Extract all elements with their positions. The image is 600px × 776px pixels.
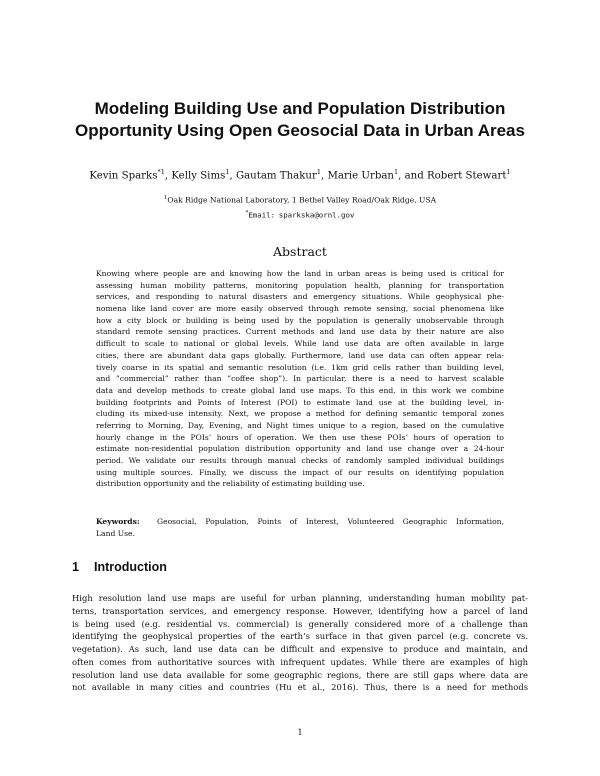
email-mark: * bbox=[245, 210, 249, 216]
abstract-line: difficult to scale to national or global levels. While land use data are often available in large bbox=[96, 339, 504, 349]
intro-line: is being used (e.g. residential vs. commercial) is generally considered more of a challenge than bbox=[72, 618, 528, 629]
affiliation-text: Oak Ridge National Laboratory, 1 Bethel Valley Road/Oak Ridge, USA bbox=[167, 195, 437, 205]
email-address: sparkska@ornl.gov bbox=[278, 210, 355, 220]
author-name: Marie Urban bbox=[327, 170, 394, 182]
abstract-line: assessing human mobility patterns, monitoring population health, planning for transportation bbox=[96, 280, 504, 290]
author-name: Gautam Thakur bbox=[235, 170, 317, 182]
intro-line: resolution land use data available for some geographic regions, there are still gaps where data are bbox=[72, 669, 528, 680]
abstract-line: distribution opportunity and the reliability of estimating building use. bbox=[96, 479, 365, 489]
intro-line: identifying the geophysical properties of the earth’s surface in that given parcel (e.g. concrete vs. bbox=[72, 631, 528, 642]
abstract-line: data and develop methods to create global land use maps. To this end, in this work we combine bbox=[96, 385, 504, 395]
abstract-line: hourly change in the POIs’ hours of operation. We then use these POIs’ hours of operation to bbox=[96, 432, 504, 442]
abstract-body bbox=[96, 268, 504, 490]
abstract-heading: Abstract bbox=[273, 244, 327, 259]
email-label: Email: bbox=[248, 210, 276, 220]
author-list bbox=[40, 168, 560, 181]
affiliation-mark: 1 bbox=[163, 195, 168, 201]
page-number: 1 bbox=[297, 727, 303, 737]
keywords-line: Geosocial, Population, Points of Interest, Volunteered Geographic Information, bbox=[157, 517, 504, 526]
affiliation bbox=[40, 195, 560, 205]
paper-title bbox=[60, 98, 540, 142]
intro-line: High resolution land use maps are useful for urban planning, understanding human mobility pat- bbox=[72, 593, 528, 603]
keywords-line: Land Use. bbox=[96, 528, 135, 538]
section-heading bbox=[72, 560, 167, 574]
abstract-line: building footprints and Points of Interest (POI) to estimate land use at the building level, in- bbox=[96, 397, 504, 407]
author-name: Kelly Sims bbox=[171, 170, 226, 182]
abstract-line: period. We validate our results through manual checks of randomly sampled individual buildings bbox=[96, 456, 504, 465]
abstract-line: using multiple sources. Finally, we discuss the impact of our results on identifying population bbox=[96, 467, 504, 477]
section-title: Introduction bbox=[94, 560, 167, 574]
intro-line: not available in many cities and countries (Hu et al., 2016). Thus, there is a need for methods bbox=[72, 682, 528, 693]
title-line-2: Opportunity Using Open Geosocial Data in Urban Areas bbox=[75, 121, 525, 140]
keywords bbox=[96, 516, 504, 539]
abstract-line: estimate non-residential population distribution opportunity and land use change over a 24-hour bbox=[96, 444, 504, 454]
author-separator: , bbox=[320, 170, 328, 182]
author-name: Kevin Sparks bbox=[89, 170, 158, 182]
title-line-1: Modeling Building Use and Population Distribution bbox=[94, 99, 506, 118]
abstract-line: how a city block or building is being used by the population is generally unobservable through bbox=[96, 315, 504, 325]
intro-line: often comes from authoritative sources with infrequent updates. While there are examples of high bbox=[72, 656, 528, 667]
abstract-line: services, and responding to natural disasters and emergency situations. While geophysical phe- bbox=[96, 292, 504, 302]
author-separator: , bbox=[229, 170, 236, 182]
author-mark: *1 bbox=[157, 168, 165, 176]
author-mark: 1 bbox=[225, 168, 230, 176]
intro-line: vegetation). As such, land use data can be difficult and expensive to produce and maintain, and bbox=[72, 644, 528, 654]
abstract-line: and ”commercial” rather than ”coffee shop”). In particular, there is a need to harvest scalable bbox=[96, 374, 504, 384]
author-mark: 1 bbox=[506, 168, 511, 176]
author-separator: , bbox=[164, 170, 172, 182]
abstract-line: cluding its mixed-use intensity. Next, we propose a method for defining semantic temporal zones bbox=[96, 409, 504, 419]
author-mark: 1 bbox=[393, 168, 399, 176]
introduction-body bbox=[72, 592, 528, 694]
contact-email bbox=[40, 210, 560, 219]
abstract-line: tively coarse in its spatial and semantic resolution (i.e. 1km grid cells rather than building level, bbox=[96, 362, 504, 372]
section-number: 1 bbox=[72, 560, 79, 574]
author-separator: , and bbox=[398, 170, 427, 182]
abstract-line: referring to Morning, Day, Evening, and Night times unique to a region, based on the cumulative bbox=[96, 420, 504, 430]
abstract-line: nomena like land cover are more easily observed through remote sensing, social phenomena like bbox=[96, 304, 504, 314]
author-mark: 1 bbox=[316, 168, 321, 176]
keywords-label: Keywords: bbox=[96, 517, 140, 526]
abstract-line: Knowing where people are and knowing how the land in urban areas is being used is critical for bbox=[96, 269, 504, 278]
abstract-line: cities, there are abundant data gaps globally. Furthermore, land use data can often appear rela- bbox=[96, 350, 504, 360]
author-name: Robert Stewart bbox=[427, 170, 507, 182]
abstract-line: standard remote sensing practices. Current methods and land use data by their nature are also bbox=[96, 327, 504, 337]
intro-line: terns, transportation services, and emergency response. However, identifying how a parcel of land bbox=[72, 605, 528, 616]
